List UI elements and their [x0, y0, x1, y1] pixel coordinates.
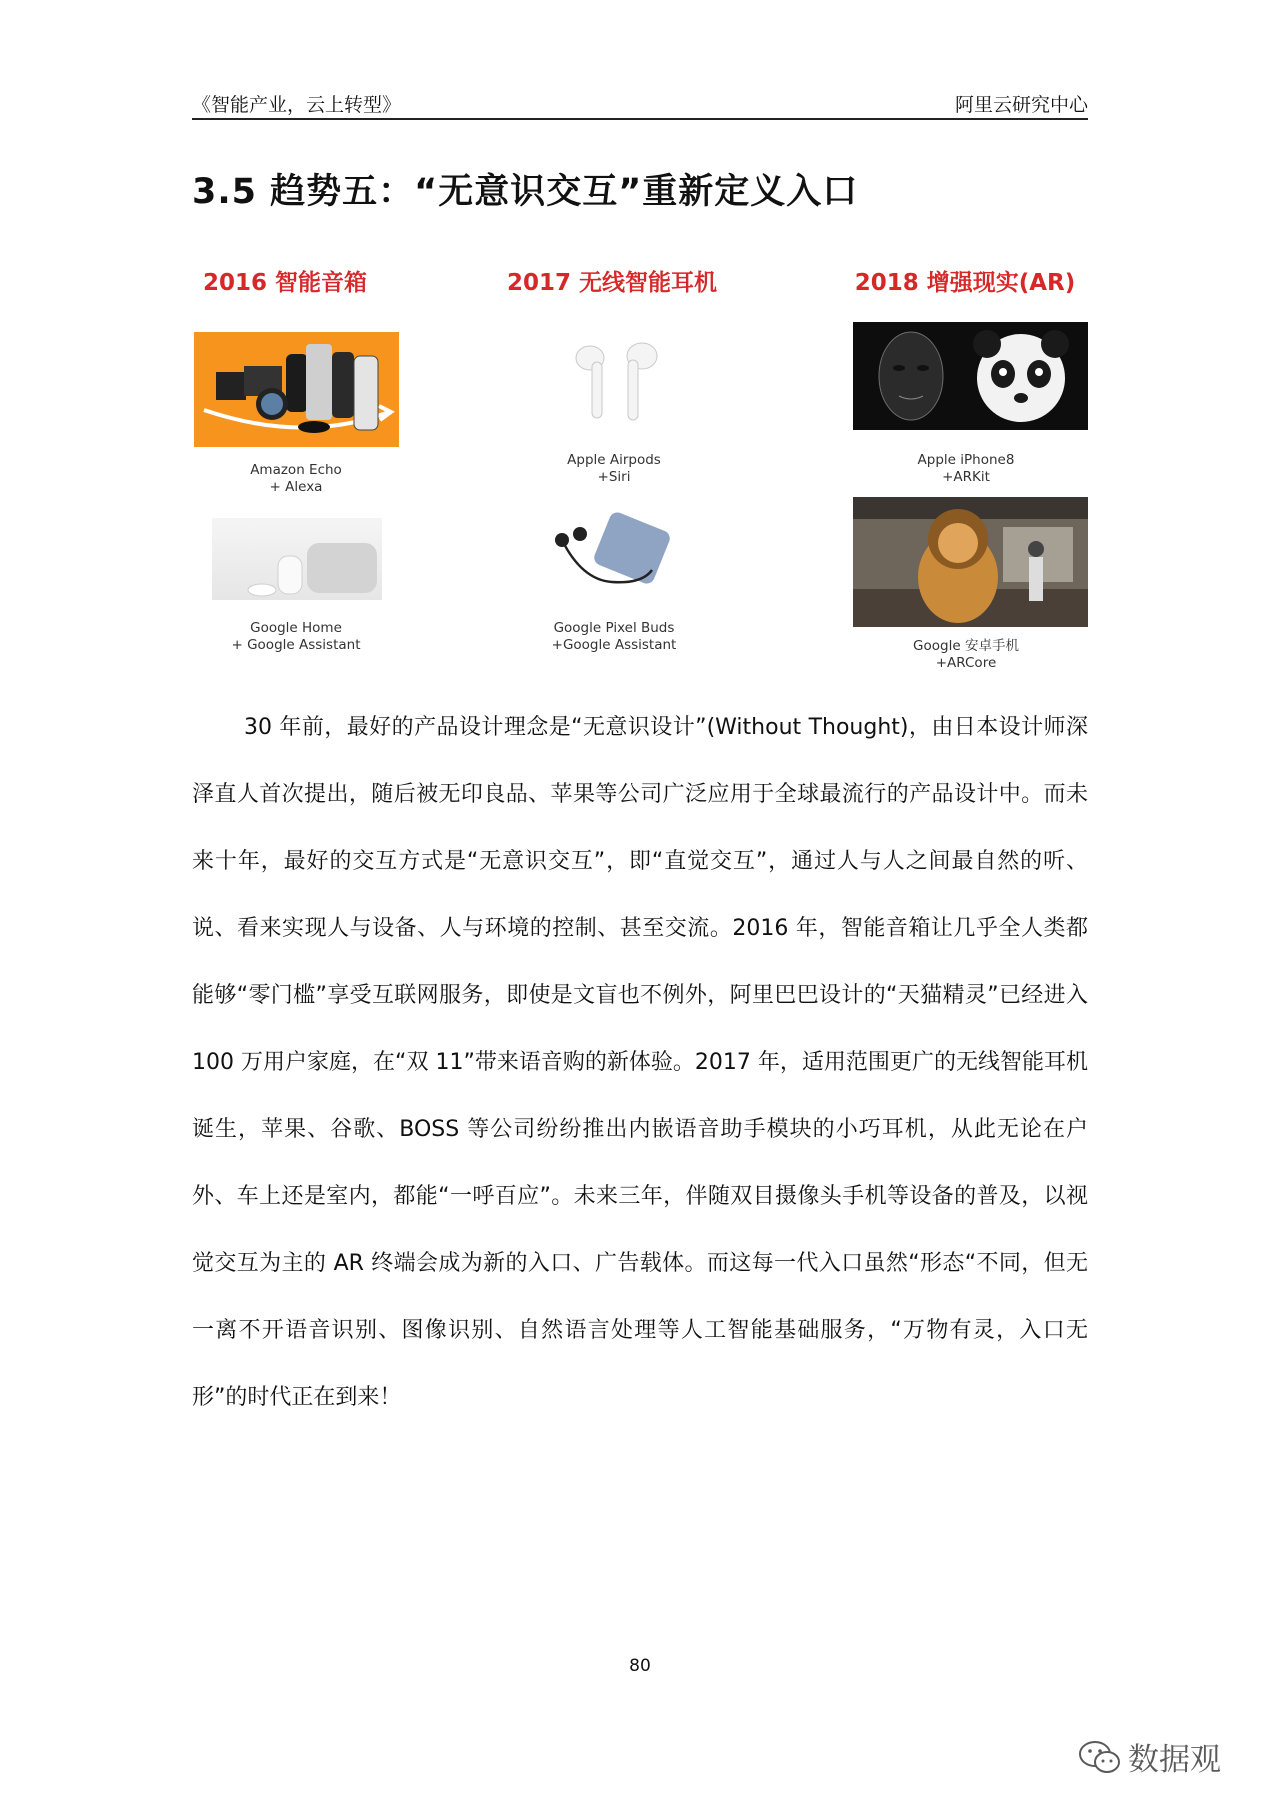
page-number: 80: [629, 1656, 651, 1676]
arcore-lion-illustration: [853, 497, 1088, 627]
pixel-buds-image: [552, 510, 684, 605]
amazon-echo-caption: Amazon Echo + Alexa: [250, 462, 342, 495]
iphone8-arkit-image: [853, 322, 1088, 430]
watermark: [1078, 1734, 1221, 1779]
android-arcore-image: [853, 497, 1088, 627]
column-title-2018: 2018 增强现实(AR): [854, 270, 1076, 296]
page-header: [192, 86, 1088, 120]
wechat-icon: [1078, 1739, 1122, 1775]
android-arcore-caption: Google 安卓手机 +ARCore: [913, 638, 1019, 671]
section-title: 3.5 趋势五：“无意识交互”重新定义入口: [192, 172, 859, 212]
pixel-buds-caption: Google Pixel Buds +Google Assistant: [551, 620, 677, 653]
body-paragraph-text: 30 年前，最好的产品设计理念是“无意识设计”(Without Thought)，由日本设计师深泽直人首次提出，随后被无印良品、苹果等公司广泛应用于全球最流行的产品设计中。而未来十年，最好的交互方式是“无意识交互”，即“直觉交互”，通过人与人之间最自然的听、说、看来实现人与设备、人与环境的控制、甚至交流。2016 年，智能音箱让几乎全人类都能够“零门槛”享受互联网服务，即使是文盲也不例外，阿里巴巴设计的“天猫精灵”已经进入 100 万用户家庭，在“双 11”带来语音购的新体验。2017 年，适用范围更广的无线智能耳机诞生，苹果、谷歌、BOSS 等公司纷纷推出内嵌语音助手模块的小巧耳机，从此无论在户外、车上还是室内，都能“一呼百应”。未来三年，伴随双目摄像头手机等设备的普及，以视觉交互为主的 AR 终端会成为新的入口、广告载体。而这每一代入口虽然“形态“不同，但无一离不开语音识别、图像识别、自然语言处理等人工智能基础服务，“万物有灵，入口无形”的时代正在到来！: [192, 715, 1088, 1410]
arkit-face-illustration: [853, 322, 1088, 430]
google-home-illustration: [212, 518, 382, 600]
body-paragraph: [192, 694, 1088, 1431]
document-title: 《智能产业，云上转型》: [192, 94, 402, 116]
iphone8-arkit-caption: Apple iPhone8 +ARKit: [917, 452, 1015, 485]
apple-airpods-image: [560, 334, 672, 430]
apple-airpods-caption: Apple Airpods +Siri: [567, 452, 661, 485]
publisher-name: 阿里云研究中心: [954, 94, 1088, 116]
amazon-echo-image: [194, 332, 399, 447]
amazon-echo-illustration: [194, 332, 399, 447]
column-title-2016: 2016 智能音箱: [202, 270, 368, 296]
google-home-image: [212, 518, 382, 600]
column-title-2017: 2017 无线智能耳机: [506, 270, 718, 296]
watermark-text: 数据观: [1128, 1742, 1221, 1778]
pixel-buds-illustration: [552, 510, 684, 605]
google-home-caption: Google Home + Google Assistant: [231, 620, 361, 653]
airpods-illustration: [560, 334, 672, 430]
